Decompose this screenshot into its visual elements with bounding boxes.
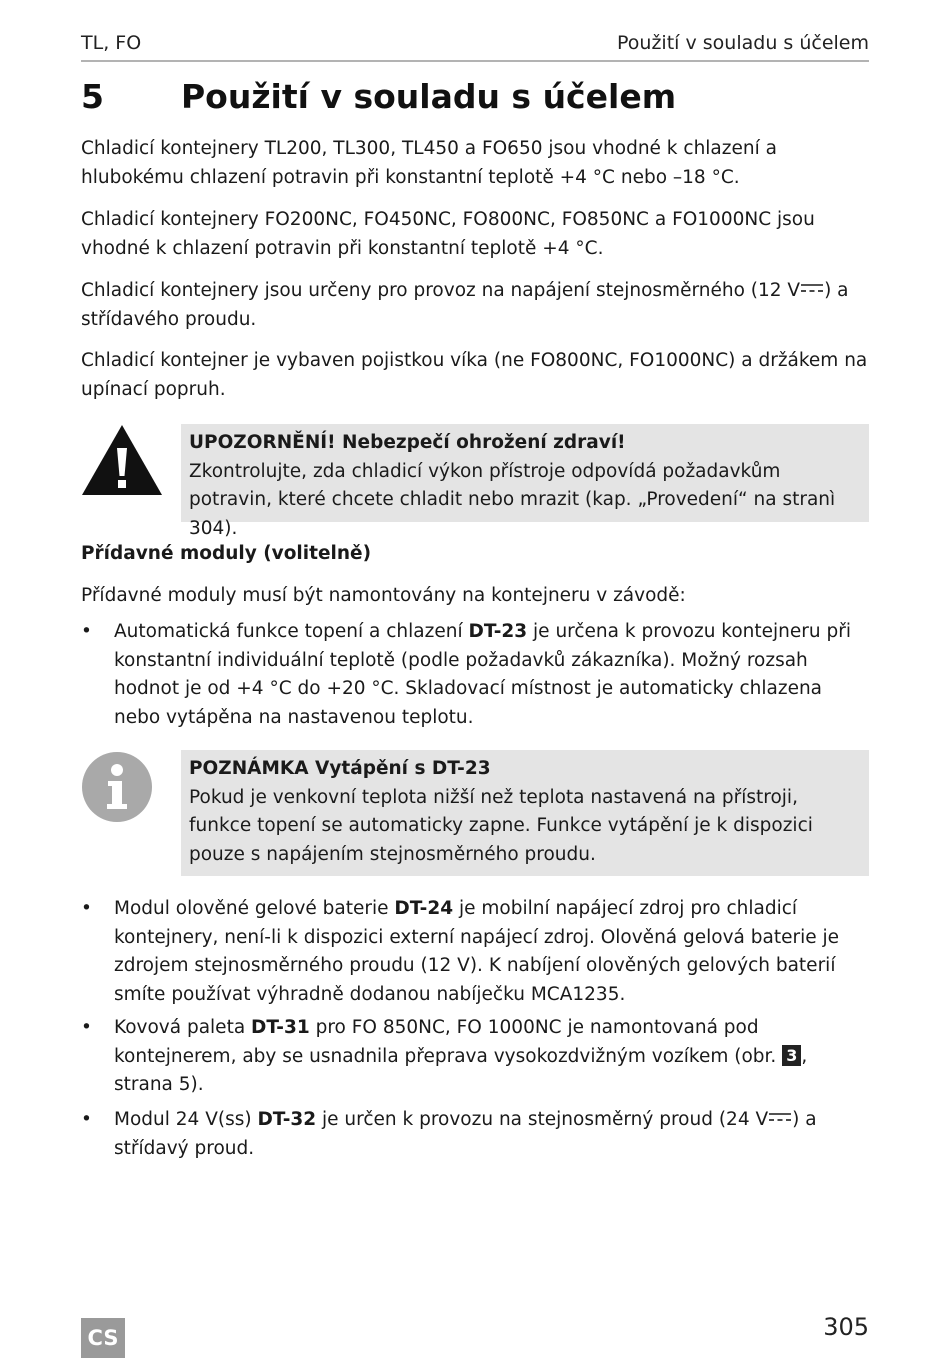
bullet-icon: • (81, 898, 92, 919)
header-chapter: Použití v souladu s účelem (617, 32, 869, 54)
paragraph-2: Chladicí kontejnery FO200NC, FO450NC, FO800NC, FO850NC a FO1000NC jsou vhodné k chlazení potravin při konstantní teplotě +4 °C. (81, 209, 815, 259)
info-icon (81, 751, 153, 823)
bullet-icon: • (81, 621, 92, 642)
list-text: Modul olověné gelové baterie (114, 898, 395, 919)
list-text: , strana 5). (114, 1045, 808, 1095)
section-heading (81, 75, 869, 119)
figure-reference-badge: 3 (782, 1045, 801, 1066)
modules-intro: Přídavné moduly musí být namontovány na kontejneru v závodě: (81, 585, 686, 606)
list-text: Kovová paleta (114, 1017, 252, 1038)
running-header (81, 30, 869, 62)
paragraph-3 (81, 277, 871, 334)
section-title: Použití v souladu s účelem (181, 77, 677, 116)
module-code: DT-23 (468, 621, 528, 642)
note-title: POZNÁMKA Vytápění s DT-23 (189, 758, 491, 779)
list-item-dt24 (81, 895, 871, 1009)
language-tab: CS (81, 1318, 125, 1358)
module-code: DT-31 (251, 1017, 310, 1038)
paragraph-3-part-2: ) a střídavého proudu. (81, 280, 849, 330)
note-box (181, 750, 869, 876)
warning-triangle-icon (81, 424, 163, 496)
direct-current-icon (768, 1111, 792, 1123)
page-number: 305 (823, 1313, 869, 1341)
manual-page (81, 0, 869, 1364)
warning-text: Zkontrolujte, zda chladicí výkon přístroje odpovídá požadavkům potravin, které chcete chladit nebo mrazit (kap. „Provedení“ na stranì 304). (189, 460, 836, 539)
bullet-icon: • (81, 1109, 92, 1130)
list-text: pro FO 850NC, FO 1000NC je namontovaná pod kontejnerem, aby se usnadnila přeprava vysokozdvižným vozíkem (obr. (114, 1017, 783, 1067)
warning-title: UPOZORNĚNÍ! Nebezpečí ohrožení zdraví! (189, 432, 626, 453)
list-text: Automatická funkce topení a chlazení (114, 621, 469, 642)
header-product: TL, FO (81, 32, 142, 54)
list-text: Modul 24 V(ss) (114, 1109, 258, 1130)
list-text: je určen k provozu na stejnosměrný proud (24 V (316, 1109, 769, 1130)
bullet-icon: • (81, 1017, 92, 1038)
direct-current-icon (800, 282, 824, 294)
module-code: DT-32 (257, 1109, 317, 1130)
list-item-dt32 (81, 1106, 871, 1163)
note-text: Pokud je venkovní teplota nižší než teplota nastavená na přístroji, funkce topení se automaticky zapne. Funkce vytápění je k dispozici pouze s napájením stejnosměrného proudu. (189, 786, 813, 865)
paragraph-3-part-1: Chladicí kontejnery jsou určeny pro provoz na napájení stejnosměrného (12 V (81, 280, 801, 301)
list-text: je mobilní napájecí zdroj pro chladicí kontejnery, není-li k dispozici externí napájecí zdroj. Olověná gelová baterie je zdrojem stejnosměrného proudu (12 V). K nabíjení olověných gelových baterií smíte používat výhradně dodanou nabíječku MCA1235. (114, 898, 840, 1005)
paragraph-4: Chladicí kontejner je vybaven pojistkou víka (ne FO800NC, FO1000NC) a držákem na upínací popruh. (81, 350, 868, 400)
warning-box (181, 424, 869, 539)
list-item-dt31 (81, 1014, 871, 1100)
section-number: 5 (81, 77, 104, 116)
paragraph-1: Chladicí kontejnery TL200, TL300, TL450 a FO650 jsou vhodné k chlazení a hlubokému chlazení potravin při konstantní teplotě +4 °C nebo –18 °C. (81, 138, 777, 188)
modules-heading: Přídavné moduly (volitelně) (81, 543, 372, 564)
list-text: ) a střídavý proud. (114, 1109, 817, 1159)
module-code: DT-24 (394, 898, 454, 919)
list-item-dt23 (81, 618, 871, 732)
list-text: je určena k provozu kontejneru při konstantní individuální teplotě (podle požadavků zákazníka). Možný rozsah hodnot je od +4 °C do +20 °C. Skladovací místnost je automaticky chlazena nebo vytápěna na nastavenou teplotu. (114, 621, 851, 728)
